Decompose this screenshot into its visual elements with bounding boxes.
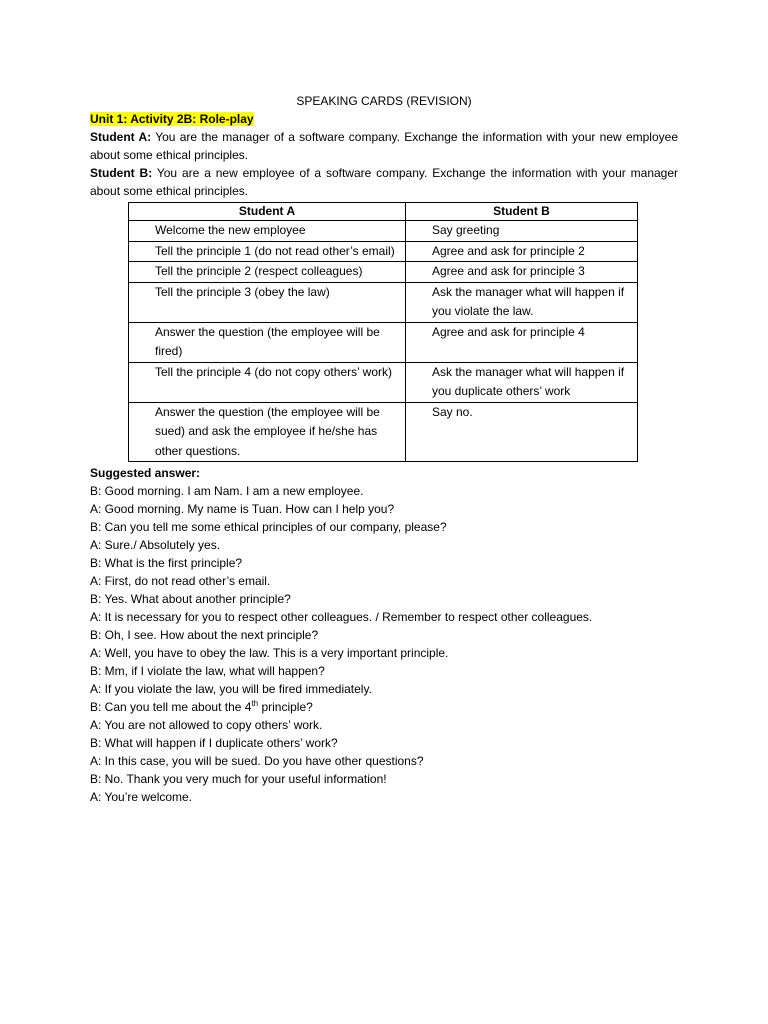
dialogue-line: A: In this case, you will be sued. Do you have other questions?	[90, 754, 424, 768]
dialogue-line: A: Good morning. My name is Tuan. How can I help you?	[90, 502, 395, 516]
unit-heading	[90, 110, 678, 128]
dialogue-line: A: It is necessary for you to respect other colleagues. / Remember to respect other colleagues.	[90, 610, 593, 624]
table-row	[129, 282, 638, 322]
dialogue-line: B: Yes. What about another principle?	[90, 592, 291, 606]
dialogue-line: B: No. Thank you very much for your useful information!	[90, 772, 387, 786]
cell-student-b: Say greeting	[406, 221, 638, 242]
header-student-a: Student A	[129, 203, 406, 221]
document-page	[90, 92, 678, 806]
student-b-text: You are a new employee of a software company. Exchange the information with your manager about some ethical principles.	[90, 166, 679, 198]
cell-student-b: Agree and ask for principle 3	[406, 262, 638, 283]
cell-student-a: Answer the question (the employee will be sued) and ask the employee if he/she has other questions.	[129, 402, 406, 462]
dialogue-4th-before: B: Can you tell me about the 4	[90, 700, 252, 714]
cell-student-b: Agree and ask for principle 4	[406, 322, 638, 362]
student-a-instructions	[90, 128, 678, 164]
cell-student-b: Ask the manager what will happen if you violate the law.	[406, 282, 638, 322]
cell-student-a: Answer the question (the employee will be fired)	[129, 322, 406, 362]
unit-heading-text: Unit 1: Activity 2B: Role-play	[90, 112, 254, 126]
table-row	[129, 322, 638, 362]
dialogue-line: B: Oh, I see. How about the next principle?	[90, 628, 319, 642]
cell-student-a: Tell the principle 3 (obey the law)	[129, 282, 406, 322]
header-student-b: Student B	[406, 203, 638, 221]
cell-student-a: Welcome the new employee	[129, 221, 406, 242]
table-row	[129, 241, 638, 262]
student-b-label: Student B:	[90, 166, 153, 180]
table-header-row	[129, 203, 638, 221]
cell-student-b: Agree and ask for principle 2	[406, 241, 638, 262]
table-row	[129, 262, 638, 283]
role-play-table	[128, 202, 638, 462]
dialogue-line: B: What is the first principle?	[90, 556, 243, 570]
cell-student-b: Ask the manager what will happen if you duplicate others’ work	[406, 362, 638, 402]
dialogue-line-4th-principle	[90, 698, 678, 716]
cell-student-a: Tell the principle 1 (do not read other’s email)	[129, 241, 406, 262]
dialogue-line: A: You’re welcome.	[90, 790, 193, 804]
dialogue-line: A: First, do not read other’s email.	[90, 574, 271, 588]
student-a-text: You are the manager of a software company. Exchange the information with your new employee about some ethical principles.	[90, 130, 678, 162]
dialogue-line: A: If you violate the law, you will be fired immediately.	[90, 682, 372, 696]
document-title: SPEAKING CARDS (REVISION)	[296, 94, 472, 108]
cell-student-a: Tell the principle 4 (do not copy others’ work)	[129, 362, 406, 402]
table-row	[129, 221, 638, 242]
table-row	[129, 402, 638, 462]
table-row	[129, 362, 638, 402]
cell-student-a: Tell the principle 2 (respect colleagues)	[129, 262, 406, 283]
dialogue-4th-after: principle?	[258, 700, 313, 714]
dialogue-line: B: Mm, if I violate the law, what will happen?	[90, 664, 325, 678]
student-b-instructions	[90, 164, 678, 200]
cell-student-b: Say no.	[406, 402, 638, 462]
dialogue-line: A: You are not allowed to copy others’ work.	[90, 718, 323, 732]
dialogue-line: B: Good morning. I am Nam. I am a new employee.	[90, 484, 364, 498]
dialogue-line: B: Can you tell me some ethical principles of our company, please?	[90, 520, 447, 534]
dialogue	[90, 482, 678, 806]
dialogue-4th-superscript: th	[251, 699, 259, 708]
suggested-answer-heading: Suggested answer:	[90, 466, 201, 480]
dialogue-line: A: Well, you have to obey the law. This is a very important principle.	[90, 646, 449, 660]
student-a-label: Student A:	[90, 130, 152, 144]
dialogue-line: B: What will happen if I duplicate others’ work?	[90, 736, 338, 750]
dialogue-line: A: Sure./ Absolutely yes.	[90, 538, 221, 552]
